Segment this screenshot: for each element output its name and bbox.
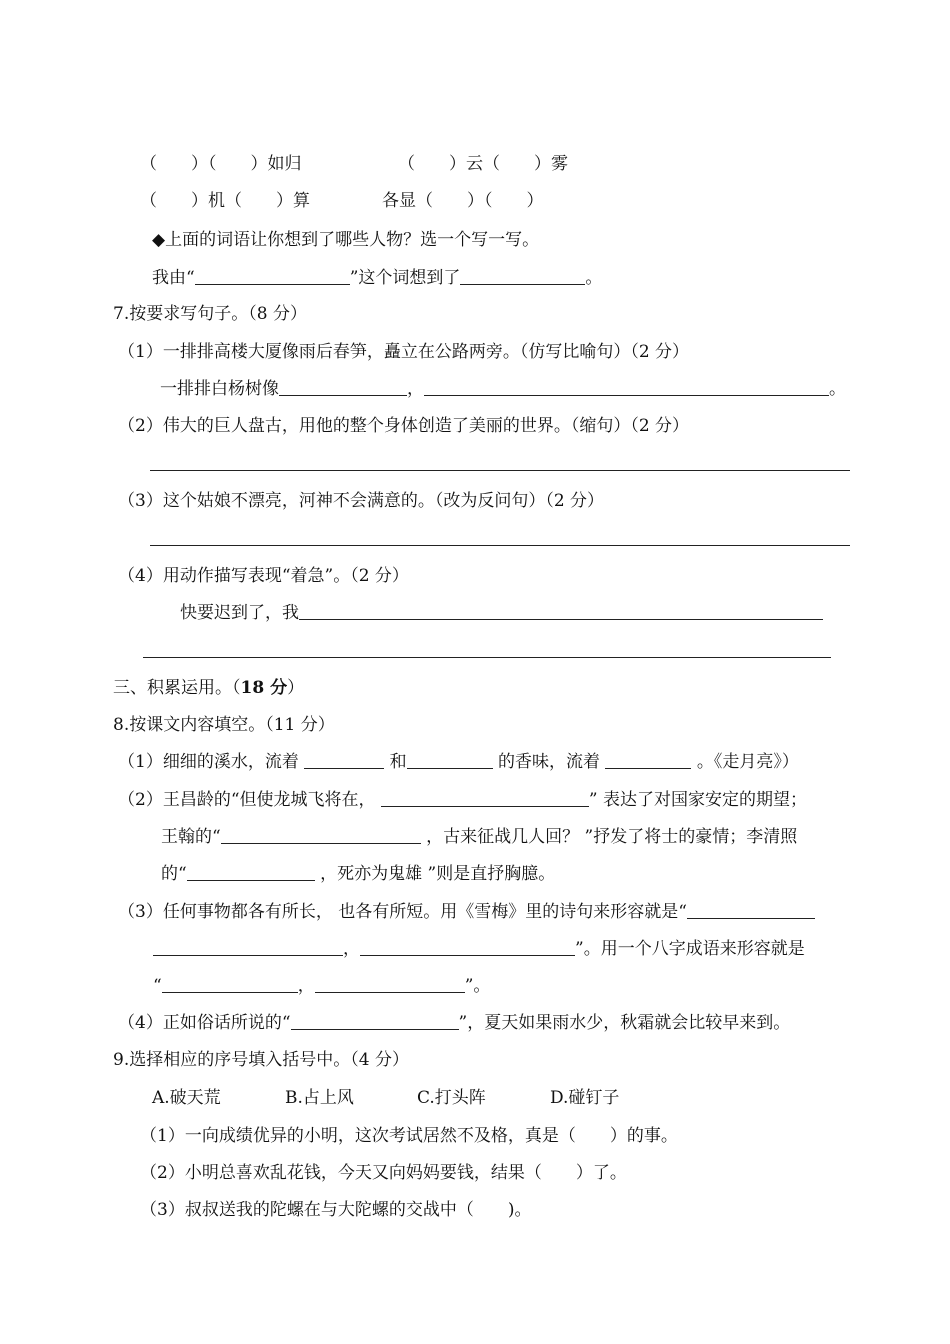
q8-title: 8.按课文内容填空。（11 分） <box>113 715 335 735</box>
idiom-blank-1[interactable]: （ ）（ ）如归 <box>140 154 302 174</box>
idiom-answer-line <box>152 266 602 290</box>
q8-p2-blank-1[interactable] <box>381 790 589 807</box>
q7-s2: （2）伟大的巨人盘古，用他的整个身体创造了美丽的世界。（缩句）（2 分） <box>118 416 690 436</box>
q8-p1-a: （1）细细的溪水，流着 <box>118 752 299 772</box>
q8-p1-b: 和 <box>389 752 407 772</box>
q7-s4-answer-prefix: 快要迟到了，我 <box>180 603 299 623</box>
section3-score: 18 分 <box>240 678 288 698</box>
q9-option-c: C.打头阵 <box>417 1088 486 1108</box>
q8-p4-a: （4）正如俗话所说的“ <box>118 1013 291 1033</box>
q8-p3-blank-5[interactable] <box>315 976 465 993</box>
q7-s4: （4）用动作描写表现“着急”。（2 分） <box>118 566 409 586</box>
q8-p2-a: （2）王昌龄的“但使龙城飞将在， <box>118 790 376 810</box>
q8-p2-blank-2[interactable] <box>221 827 421 844</box>
idiom-answer-suffix: 。 <box>585 268 603 288</box>
q8-p2-line3 <box>161 862 555 886</box>
q9-option-b: B.占上风 <box>285 1088 354 1108</box>
idiom-answer-blank-1[interactable] <box>195 268 350 285</box>
q8-p1-c: 的香味，流着 <box>498 752 601 772</box>
idiom-answer-blank-2[interactable] <box>460 268 585 285</box>
q8-p2-c: 王翰的“ <box>161 827 221 847</box>
q7-s2-answer-line[interactable] <box>150 470 850 471</box>
q8-p1-blank-1[interactable] <box>304 752 384 769</box>
q8-p3-blank-1[interactable] <box>687 902 815 919</box>
q9-option-d: D.碰钉子 <box>550 1088 620 1108</box>
q9-s3[interactable]: （3）叔叔送我的陀螺在与大陀螺的交战中（ )。 <box>140 1200 532 1220</box>
q8-p1-blank-3[interactable] <box>605 752 691 769</box>
q7-s3-answer-line[interactable] <box>150 545 850 546</box>
q7-s1-answer-line <box>160 377 846 401</box>
idiom-blank-3[interactable]: （ ）机（ ）算 <box>140 191 310 211</box>
q7-s3: （3）这个姑娘不漂亮，河神不会满意的。（改为反问句）（2 分） <box>118 491 605 511</box>
q8-p2-e: 的“ <box>161 864 187 884</box>
q8-p4 <box>118 1011 790 1035</box>
q9-title: 9.选择相应的序号填入括号中。（4 分） <box>113 1050 409 1070</box>
q7-s1-comma: ， <box>407 379 424 399</box>
q8-p3-line1 <box>118 900 815 924</box>
q7-s1-end: 。 <box>829 379 846 399</box>
q8-p3-line3 <box>153 974 490 998</box>
q8-p1-blank-2[interactable] <box>407 752 493 769</box>
q8-p3-c: ”。用一个八字成语来形容就是 <box>575 939 805 959</box>
q8-p2-f: ，死亦为鬼雄 ”则是直抒胸臆。 <box>320 864 556 884</box>
idiom-blank-2[interactable]: （ ）云（ ）雾 <box>398 154 568 174</box>
q8-p3-blank-4[interactable] <box>162 976 298 993</box>
section3-title-text: 三、积累运用。（ <box>113 678 241 698</box>
idiom-answer-prefix: 我由“ <box>152 268 195 288</box>
q7-s1: （1）一排排高楼大厦像雨后春笋，矗立在公路两旁。（仿写比喻句）（2 分） <box>118 342 690 362</box>
idiom-prompt: ◆上面的词语让你想到了哪些人物？选一个写一写。 <box>152 230 540 250</box>
q9-s2[interactable]: （2）小明总喜欢乱花钱，今天又向妈妈要钱，结果（ ）了。 <box>140 1163 627 1183</box>
q8-p3-f: ”。 <box>464 976 491 996</box>
q8-p2-b: ” 表达了对国家安定的期望； <box>588 790 808 810</box>
q7-s4-answer-line <box>180 601 823 625</box>
section3-close: ） <box>287 678 305 698</box>
q8-p2-line1 <box>118 788 807 812</box>
q8-p1 <box>118 750 799 774</box>
q8-p3-a: （3）任何事物都各有所长， 也各有所短。用《雪梅》里的诗句来形容就是“ <box>118 902 687 922</box>
q7-s4-blank[interactable] <box>299 603 823 620</box>
q8-p3-b: ， <box>343 939 360 959</box>
section3-title <box>113 676 304 700</box>
q8-p3-blank-2[interactable] <box>153 939 343 956</box>
q8-p3-d: “ <box>153 976 162 996</box>
q7-s1-blank-2[interactable] <box>424 379 829 396</box>
q8-p3-blank-3[interactable] <box>360 939 575 956</box>
q8-p3-line2 <box>153 937 805 961</box>
q7-s4-answer-line-2[interactable] <box>143 657 831 658</box>
q7-title: 7.按要求写句子。（8 分） <box>113 304 307 324</box>
q7-s1-blank-1[interactable] <box>279 379 407 396</box>
q8-p1-d: 。《走月亮》） <box>696 752 799 772</box>
q8-p4-blank[interactable] <box>291 1013 459 1030</box>
q7-s1-answer-prefix: 一排排白杨树像 <box>160 379 279 399</box>
q8-p3-e: ， <box>297 976 315 996</box>
idiom-blank-4[interactable]: 各显（ ）（ ） <box>382 191 544 211</box>
q8-p4-b: ”，夏天如果雨水少，秋霜就会比较早来到。 <box>458 1013 791 1033</box>
q9-option-a: A.破天荒 <box>152 1088 221 1108</box>
q8-p2-blank-3[interactable] <box>187 864 315 881</box>
q9-s1[interactable]: （1）一向成绩优异的小明，这次考试居然不及格，真是（ ）的事。 <box>140 1126 678 1146</box>
q8-p2-d: ，古来征战几人回？ ”抒发了将士的豪情；李清照 <box>426 827 798 847</box>
idiom-answer-middle: ”这个词想到了 <box>349 268 461 288</box>
q8-p2-line2 <box>161 825 797 849</box>
